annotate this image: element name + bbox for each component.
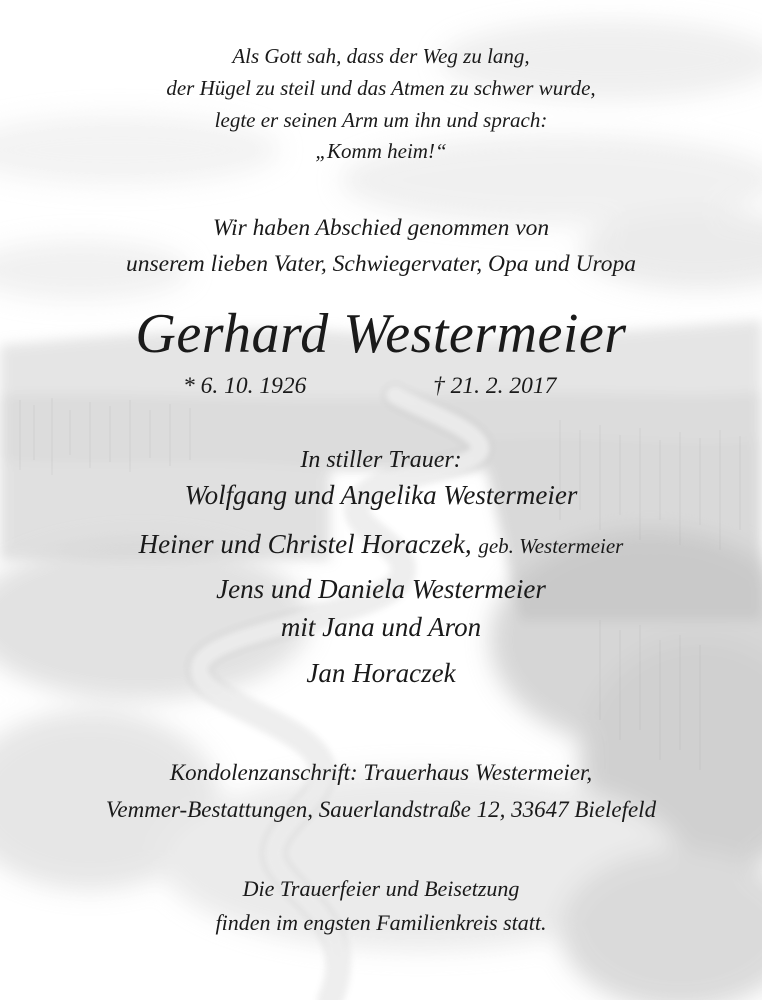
poem-line-3: legte er seinen Arm um ihn und sprach: [214,108,548,132]
announcement-line-2: unserem lieben Vater, Schwiegervater, Opa und Uropa [126,251,636,277]
announcement-line-1: Wir haben Abschied genommen von [212,215,550,241]
ceremony-line-2: finden im engsten Familienkreis statt. [215,910,547,935]
death-date: † 21. 2. 2017 [433,373,557,399]
condolence-line-1: Kondolenzanschrift: Trauerhaus Westermeier, [169,760,593,785]
ceremony-line-1: Die Trauerfeier und Beisetzung [242,876,520,901]
mourner-line-2-main: Heiner und Christel Horaczek, [138,529,472,559]
mourner-line-5: Jan Horaczek [306,658,456,688]
mourner-line-2-suffix: geb. Westermeier [478,534,624,558]
mourner-line-2 [0,531,762,558]
poem-line-1: Als Gott sah, dass der Weg zu lang, [232,44,530,68]
mourners-heading: In stiller Trauer: [300,447,462,473]
mourner-line-1: Wolfgang und Angelika Westermeier [184,480,578,510]
mourner-line-3: Jens und Daniela Westermeier [216,574,546,604]
condolence-line-2: Vemmer-Bestattungen, Sauerlandstraße 12, 33647 Bielefeld [105,797,657,822]
poem-line-4: „Komm heim!“ [315,139,447,163]
mourner-line-4: mit Jana und Aron [280,612,482,642]
deceased-name: Gerhard Westermeier [135,303,627,365]
poem-line-2: der Hügel zu steil und das Atmen zu schwer wurde, [166,76,596,100]
birth-date: * 6. 10. 1926 [183,373,307,399]
